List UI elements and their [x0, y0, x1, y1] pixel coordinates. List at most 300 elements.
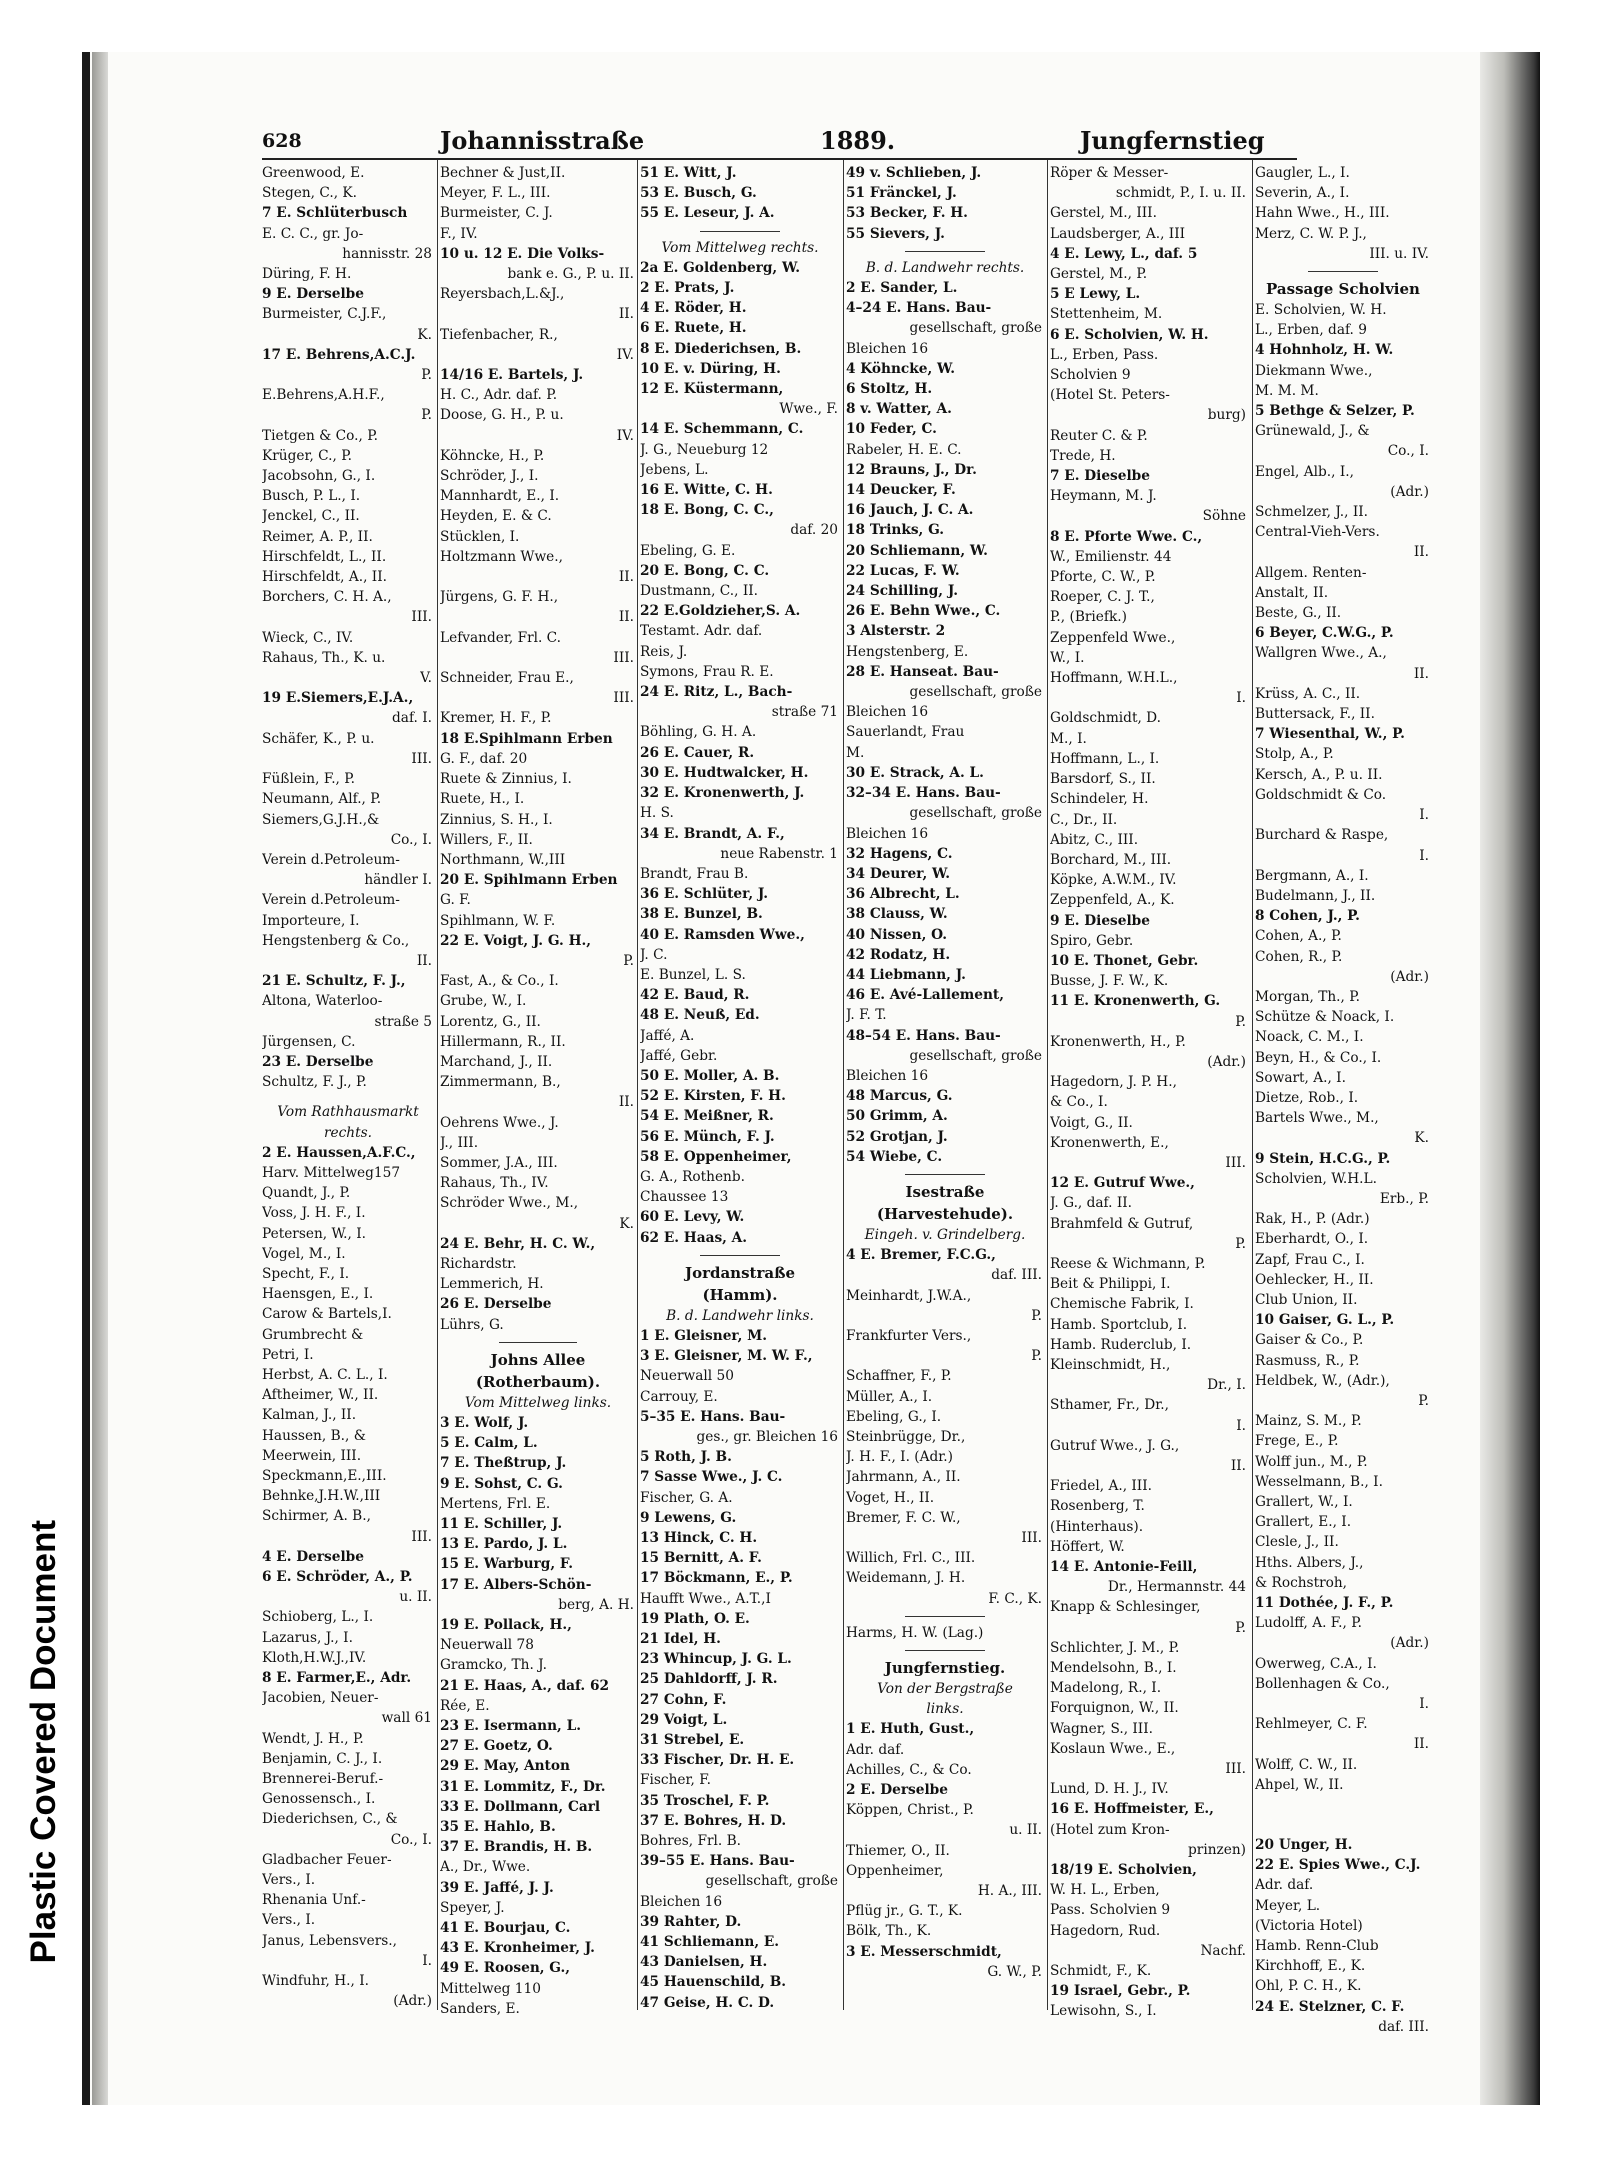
- directory-entry: Köppen, Christ., P.: [846, 1802, 974, 1819]
- entry-continuation: (Adr.): [393, 1993, 432, 2010]
- directory-entry: Füßlein, F., P.: [262, 771, 356, 788]
- directory-entry: Krüss, A. C., II.: [1255, 685, 1361, 702]
- directory-entry: J. C.: [640, 946, 668, 963]
- entry-continuation: (Adr.): [1390, 483, 1429, 500]
- directory-entry: Cohen, R., P.: [1255, 948, 1343, 965]
- directory-entry: Zinnius, S. H., I.: [440, 811, 553, 828]
- directory-entry: Hirschfeldt, A., II.: [262, 569, 387, 586]
- directory-column-6: [1255, 163, 1431, 2037]
- directory-entry: 55 Sievers, J.: [846, 225, 945, 242]
- entry-continuation: neue Rabenstr. 1: [720, 845, 838, 862]
- page-number: 628: [262, 130, 302, 152]
- directory-entry: Noack, C. M., I.: [1255, 1029, 1364, 1046]
- directory-entry: Rak, H., P. (Adr.): [1255, 1211, 1370, 1228]
- section-divider: [846, 1643, 1044, 1657]
- directory-entry: 39–55 E. Hans. Bau-: [640, 1853, 795, 1870]
- directory-entry: Schröder, J., I.: [440, 468, 539, 485]
- directory-entry: Voget, H., II.: [846, 1489, 935, 1506]
- directory-entry: Meyer, L.: [1255, 1897, 1321, 1914]
- directory-entry: Spihlmann, W. F.: [440, 912, 556, 929]
- directory-entry: 48 Marcus, G.: [846, 1088, 953, 1105]
- directory-entry: Ludolff, A. F., P.: [1255, 1615, 1363, 1632]
- direction-note: rechts.: [324, 1124, 372, 1141]
- directory-entry: Jahrmann, A., II.: [846, 1469, 961, 1486]
- directory-entry: Fischer, G. A.: [640, 1489, 733, 1506]
- directory-entry: & Rochstroh,: [1255, 1574, 1348, 1591]
- directory-entry: Achilles, C., & Co.: [846, 1761, 972, 1778]
- directory-entry: Müller, A., I.: [846, 1388, 933, 1405]
- directory-entry: E. C. C., gr. Jo-: [262, 225, 364, 242]
- entry-continuation: Wwe., F.: [779, 401, 838, 418]
- directory-entry: Vogel, M., I.: [262, 1245, 346, 1262]
- directory-entry: 19 Israel, Gebr., P.: [1050, 1983, 1191, 2000]
- directory-entry: Reyersbach,L.&J.,: [440, 286, 565, 303]
- directory-entry: Wieck, C., IV.: [262, 629, 354, 646]
- directory-entry: G. F.: [440, 892, 471, 909]
- directory-entry: 35 Troschel, F. P.: [640, 1792, 770, 1809]
- directory-entry: Barsdorf, S., II.: [1050, 771, 1156, 788]
- directory-entry: Central-Vieh-Vers.: [1255, 524, 1380, 541]
- directory-entry: Schirmer, A. B.,: [262, 1508, 371, 1525]
- direction-note: Vom Rathhausmarkt: [277, 1104, 419, 1121]
- directory-entry: Mannhardt, E., I.: [440, 488, 560, 505]
- directory-entry: 31 Strebel, E.: [640, 1732, 745, 1749]
- directory-entry: Rahaus, Th., IV.: [440, 1175, 549, 1192]
- directory-entry: C., Dr., II.: [1050, 811, 1118, 828]
- directory-entry: Eberhardt, O., I.: [1255, 1231, 1369, 1248]
- directory-entry: Zeppenfeld Wwe.,: [1050, 629, 1176, 646]
- directory-entry: 33 E. Dollmann, Carl: [440, 1798, 601, 1815]
- directory-entry: Friedel, A., III.: [1050, 1478, 1152, 1495]
- directory-entry: Adr. daf.: [1255, 1877, 1314, 1894]
- directory-entry: Sommer, J.A., III.: [440, 1154, 558, 1171]
- directory-entry: Thiemer, O., II.: [846, 1842, 950, 1859]
- directory-entry: Vers., I.: [262, 1872, 316, 1889]
- directory-entry: Lewisohn, S., I.: [1050, 2003, 1157, 2020]
- directory-entry: Doose, G. H., P. u.: [440, 407, 564, 424]
- directory-entry: 32 Hagens, C.: [846, 845, 953, 862]
- directory-entry: W., Emilienstr. 44: [1050, 548, 1172, 565]
- directory-entry: J. G., Neueburg 12: [640, 441, 769, 458]
- directory-entry: (Victoria Hotel): [1255, 1917, 1363, 1934]
- directory-entry: Wolff jun., M., P.: [1255, 1453, 1368, 1470]
- directory-entry: Busch, P. L., I.: [262, 488, 361, 505]
- directory-entry: 8 E. Farmer,E., Adr.: [262, 1670, 412, 1687]
- direction-note: B. d. Landwehr rechts.: [865, 259, 1025, 276]
- directory-entry: 9 E. Dieselbe: [1050, 912, 1150, 929]
- entry-continuation: händler I.: [364, 872, 432, 889]
- entry-continuation: II.: [1413, 1736, 1429, 1753]
- directory-entry: Merz, C. W. P. J.,: [1255, 225, 1367, 242]
- direction-note: B. d. Landwehr links.: [666, 1307, 814, 1324]
- directory-entry: Schütze & Noack, I.: [1255, 1009, 1395, 1026]
- directory-entry: 15 E. Warburg, F.: [440, 1556, 573, 1573]
- directory-entry: Speyer, J.: [440, 1899, 505, 1916]
- directory-entry: Janus, Lebensvers.,: [262, 1932, 397, 1949]
- directory-entry: 39 E. Jaffé, J. J.: [440, 1879, 554, 1896]
- directory-entry: Zeppenfeld, A., K.: [1050, 892, 1175, 909]
- directory-entry: 1 E. Huth, Gust.,: [846, 1721, 975, 1738]
- directory-entry: 37 E. Brandis, H. B.: [440, 1839, 593, 1856]
- entry-continuation: P.: [1235, 1013, 1246, 1030]
- entry-continuation: II.: [416, 952, 432, 969]
- directory-entry: Mittelweg 110: [440, 1980, 541, 1997]
- directory-entry: Hagedorn, J. P. H.,: [1050, 1074, 1177, 1091]
- directory-entry: Jacobien, Neuer-: [262, 1690, 379, 1707]
- directory-entry: Bleichen 16: [640, 1893, 723, 1910]
- directory-entry: Schmelzer, J., II.: [1255, 504, 1369, 521]
- directory-entry: E. Bunzel, L. S.: [640, 966, 746, 983]
- directory-entry: Stücklen, I.: [440, 528, 520, 545]
- directory-entry: 3 E. Gleisner, M. W. F.,: [640, 1348, 813, 1365]
- directory-entry: Schindeler, H.: [1050, 791, 1149, 808]
- directory-entry: Gerstel, M., P.: [1050, 266, 1148, 283]
- directory-entry: Bleichen 16: [846, 340, 929, 357]
- directory-entry: 22 E.Goldzieher,S. A.: [640, 603, 801, 620]
- directory-entry: Roeper, C. J. T.,: [1050, 589, 1155, 606]
- directory-entry: 35 E. Hahlo, B.: [440, 1819, 556, 1836]
- directory-entry: Steinbrügge, Dr.,: [846, 1428, 966, 1445]
- directory-entry: Severin, A., I.: [1255, 185, 1350, 202]
- directory-entry: Verein d.Petroleum-: [262, 892, 400, 909]
- entry-continuation: II.: [618, 609, 634, 626]
- directory-entry: 23 E. Derselbe: [262, 1053, 374, 1070]
- directory-entry: 21 E. Haas, A., daf. 62: [440, 1677, 610, 1694]
- directory-entry: 42 E. Baud, R.: [640, 987, 750, 1004]
- directory-entry: Bergmann, A., I.: [1255, 867, 1369, 884]
- section-divider: [440, 1335, 636, 1349]
- directory-entry: 18/19 E. Scholvien,: [1050, 1862, 1197, 1879]
- entry-continuation: bank e. G., P. u. II.: [507, 266, 634, 283]
- directory-entry: Ebeling, G., I.: [846, 1408, 942, 1425]
- directory-entry: Oehrens Wwe., J.: [440, 1114, 559, 1131]
- directory-entry: Kalman, J., II.: [262, 1407, 357, 1424]
- directory-entry: Beit & Philippi, I.: [1050, 1276, 1171, 1293]
- directory-entry: 28 E. Hanseat. Bau-: [846, 663, 999, 680]
- directory-entry: 50 Grimm, A.: [846, 1108, 948, 1125]
- directory-entry: 43 Danielsen, H.: [640, 1954, 768, 1971]
- directory-entry: Rehlmeyer, C. F.: [1255, 1716, 1368, 1733]
- directory-entry: Vers., I.: [262, 1912, 316, 1929]
- directory-entry: & Co., I.: [1050, 1094, 1108, 1111]
- directory-entry: Meerwein, III.: [262, 1447, 362, 1464]
- directory-entry: M. M. M.: [1255, 382, 1319, 399]
- directory-entry: 49 E. Roosen, G.,: [440, 1960, 571, 1977]
- left-running-title: Johannisstraße: [440, 126, 645, 155]
- directory-entry: 12 E. Küstermann,: [640, 381, 784, 398]
- street-heading: Passage Scholvien: [1266, 280, 1420, 299]
- entry-continuation: burg): [1207, 407, 1246, 424]
- directory-entry: 17 Böckmann, E., P.: [640, 1570, 793, 1587]
- entry-continuation: P.: [421, 407, 432, 424]
- directory-entry: Mertens, Frl. E.: [440, 1495, 551, 1512]
- directory-entry: 56 E. Münch, F. J.: [640, 1128, 775, 1145]
- directory-entry: 58 E. Oppenheimer,: [640, 1148, 792, 1165]
- directory-entry: Dietze, Rob., I.: [1255, 1089, 1359, 1106]
- directory-entry: Dustmann, C., II.: [640, 583, 758, 600]
- directory-entry: Burmeister, C. J.: [440, 205, 553, 222]
- entry-continuation: Dr., Hermannstr. 44: [1107, 1579, 1246, 1596]
- directory-entry: Fast, A., & Co., I.: [440, 973, 559, 990]
- directory-entry: Pforte, C. W., P.: [1050, 569, 1156, 586]
- directory-entry: Köhncke, H., P.: [440, 447, 545, 464]
- directory-entry: 5 Roth, J. B.: [640, 1449, 732, 1466]
- directory-entry: Carrouy, E.: [640, 1388, 718, 1405]
- side-label: [6, 1520, 86, 1964]
- directory-entry: Lührs, G.: [440, 1316, 504, 1333]
- directory-entry: 7 Wiesenthal, W., P.: [1255, 726, 1405, 743]
- directory-entry: 17 E. Behrens,A.C.J.: [262, 346, 416, 363]
- directory-entry: Schmidt, F., K.: [1050, 1963, 1152, 1980]
- entry-continuation: III.: [411, 609, 432, 626]
- directory-entry: Borchard, M., III.: [1050, 851, 1172, 868]
- directory-entry: Club Union, II.: [1255, 1291, 1358, 1308]
- directory-column-5: [1050, 163, 1248, 2022]
- street-heading: (Harvestehude).: [876, 1204, 1014, 1223]
- directory-entry: Stegen, C., K.: [262, 185, 357, 202]
- directory-entry: Beyn, H., & Co., I.: [1255, 1049, 1382, 1066]
- entry-continuation: IV.: [616, 427, 634, 444]
- directory-entry: Harms, H. W. (Lag.): [846, 1624, 984, 1641]
- directory-entry: Wesselmann, B., I.: [1255, 1473, 1383, 1490]
- directory-entry: 5 E Lewy, L.: [1050, 286, 1141, 303]
- directory-entry: 26 E. Cauer, R.: [640, 744, 755, 761]
- directory-entry: Bleichen 16: [846, 1067, 929, 1084]
- directory-entry: 30 E. Strack, A. L.: [846, 764, 984, 781]
- directory-entry: Jebens, L.: [640, 461, 709, 478]
- directory-entry: Hamb. Sportclub, I.: [1050, 1316, 1188, 1333]
- directory-entry: 11 E. Schiller, J.: [440, 1516, 563, 1532]
- entry-continuation: hannisstr. 28: [342, 245, 432, 262]
- direction-note: Vom Mittelweg rechts.: [661, 239, 819, 256]
- directory-entry: 20 Unger, H.: [1255, 1837, 1353, 1854]
- directory-entry: Kronenwerth, E.,: [1050, 1134, 1169, 1151]
- directory-entry: 36 Albrecht, L.: [846, 886, 960, 903]
- entry-continuation: I.: [422, 1952, 432, 1969]
- directory-column-4: [846, 163, 1044, 1982]
- directory-entry: Madelong, R., I.: [1050, 1680, 1162, 1697]
- directory-entry: 22 Lucas, F. W.: [846, 562, 960, 579]
- right-running-title: Jungfernstieg: [1080, 126, 1265, 155]
- directory-entry: Bleichen 16: [846, 825, 929, 842]
- directory-entry: 23 Whincup, J. G. L.: [640, 1651, 792, 1668]
- directory-entry: 44 Liebmann, J.: [846, 966, 966, 983]
- directory-entry: Jaffé, A.: [640, 1027, 695, 1044]
- entry-continuation: straße 5: [374, 1013, 432, 1030]
- entry-continuation: (Adr.): [1390, 968, 1429, 985]
- directory-entry: Kersch, A., P. u. II.: [1255, 766, 1383, 783]
- directory-entry: 41 E. Bourjau, C.: [440, 1920, 571, 1937]
- directory-entry: 8 E. Pforte Wwe. C.,: [1050, 528, 1203, 545]
- column-rule: [1252, 160, 1253, 2010]
- directory-entry: 53 Becker, F. H.: [846, 205, 968, 222]
- directory-entry: Scholvien, W.H.L.: [1255, 1170, 1377, 1187]
- directory-entry: J. G., daf. II.: [1050, 1195, 1132, 1212]
- directory-entry: A., Dr., Wwe.: [440, 1859, 531, 1876]
- directory-entry: 4 Köhncke, W.: [846, 360, 955, 377]
- directory-entry: 2 E. Sander, L.: [846, 280, 958, 297]
- entry-continuation: III.: [613, 649, 634, 666]
- entry-continuation: gesellschaft, große: [909, 320, 1042, 337]
- directory-entry: Hillermann, R., II.: [440, 1033, 566, 1050]
- directory-entry: 53 E. Busch, G.: [640, 185, 757, 202]
- entry-continuation: Co., I.: [1387, 443, 1429, 460]
- entry-continuation: F. C., K.: [988, 1590, 1042, 1607]
- directory-entry: Fischer, F.: [640, 1772, 711, 1789]
- directory-entry: Kleinschmidt, H.,: [1050, 1356, 1171, 1373]
- directory-entry: 2 E. Prats, J.: [640, 280, 735, 297]
- directory-entry: W., I.: [1050, 649, 1085, 666]
- directory-entry: 48 E. Neuß, Ed.: [640, 1007, 760, 1024]
- directory-entry: Grallert, W., I.: [1255, 1494, 1353, 1510]
- directory-entry: Bölk, Th., K.: [846, 1923, 932, 1940]
- directory-entry: 13 E. Pardo, J. L.: [440, 1536, 568, 1553]
- directory-entry: 8 Cohen, J., P.: [1255, 908, 1360, 925]
- directory-entry: Grünewald, J., &: [1255, 423, 1370, 440]
- entry-continuation: u. II.: [399, 1589, 432, 1606]
- directory-entry: Jacobsohn, G., I.: [262, 468, 376, 485]
- directory-entry: Grumbrecht &: [262, 1326, 364, 1343]
- directory-entry: 1 E. Gleisner, M.: [640, 1327, 768, 1344]
- directory-entry: Verein d.Petroleum-: [262, 851, 400, 868]
- directory-entry: 2 E. Derselbe: [846, 1782, 948, 1799]
- section-divider: [846, 1167, 1044, 1181]
- directory-entry: 24 E. Stelzner, C. F.: [1255, 1998, 1405, 2015]
- entry-continuation: daf. III.: [991, 1267, 1042, 1284]
- directory-entry: Carow & Bartels,I.: [262, 1306, 392, 1323]
- entry-continuation: P.: [623, 952, 634, 969]
- directory-entry: Röper & Messer-: [1050, 165, 1169, 181]
- directory-entry: Lazarus, J., I.: [262, 1629, 353, 1646]
- directory-entry: 9 Lewens, G.: [640, 1509, 737, 1526]
- directory-entry: Burchard & Raspe,: [1255, 827, 1389, 844]
- directory-entry: Schäfer, K., P. u.: [262, 730, 375, 747]
- directory-entry: Neuerwall 78: [440, 1637, 534, 1654]
- directory-entry: 11 Dothée, J. F., P.: [1255, 1595, 1394, 1612]
- directory-entry: Windfuhr, H., I.: [262, 1973, 369, 1990]
- directory-entry: 52 Grotjan, J.: [846, 1128, 948, 1145]
- directory-entry: Heyden, E. & C.: [440, 508, 552, 525]
- directory-entry: Rabeler, H. E. C.: [846, 441, 962, 458]
- directory-entry: Tietgen & Co., P.: [262, 427, 378, 444]
- entry-continuation: Co., I.: [390, 1831, 432, 1848]
- directory-entry: J., III.: [440, 1134, 479, 1151]
- blank-line: [1255, 1805, 1431, 1815]
- entry-continuation: II.: [1230, 1458, 1246, 1474]
- directory-entry: Neumann, Alf., P.: [262, 791, 382, 808]
- directory-entry: Busse, J. F. W., K.: [1050, 973, 1169, 990]
- column-rule: [843, 160, 844, 2010]
- entry-continuation: G. W., P.: [987, 1963, 1042, 1980]
- directory-entry: Speckmann,E.,III.: [262, 1468, 387, 1484]
- directory-entry: Chemische Fabrik, I.: [1050, 1296, 1194, 1313]
- blank-line: [1255, 1825, 1431, 1835]
- directory-entry: Ahpel, W., II.: [1255, 1776, 1344, 1793]
- directory-entry: Petri, I.: [262, 1346, 314, 1363]
- directory-entry: Goldschmidt & Co.: [1255, 786, 1387, 803]
- blank-line: [1255, 1815, 1431, 1825]
- entry-continuation: P.: [1235, 1619, 1246, 1636]
- directory-entry: Meyer, F. L., III.: [440, 185, 551, 202]
- directory-entry: 8 v. Watter, A.: [846, 401, 952, 418]
- directory-entry: Adr. daf.: [846, 1741, 905, 1758]
- directory-entry: Kloth,H.W.J.,IV.: [262, 1649, 367, 1666]
- entry-continuation: wall 61: [381, 1710, 432, 1727]
- directory-entry: Knapp & Schlesinger,: [1050, 1599, 1201, 1616]
- directory-entry: Buttersack, F., II.: [1255, 706, 1375, 723]
- directory-entry: Grallert, E., I.: [1255, 1514, 1352, 1531]
- entry-continuation: Söhne: [1202, 508, 1246, 525]
- directory-entry: Richardstr.: [440, 1255, 517, 1272]
- directory-entry: Schlichter, J. M., P.: [1050, 1639, 1180, 1656]
- entry-continuation: P.: [421, 367, 432, 384]
- entry-continuation: II.: [618, 569, 634, 586]
- entry-continuation: P.: [1031, 1348, 1042, 1365]
- directory-entry: 43 E. Kronheimer, J.: [440, 1940, 595, 1957]
- directory-entry: Schioberg, L., I.: [262, 1609, 374, 1626]
- directory-entry: Scholvien 9: [1050, 367, 1131, 384]
- directory-entry: Krüger, C., P.: [262, 447, 353, 464]
- directory-entry: Wendt, J. H., P.: [262, 1730, 364, 1747]
- directory-entry: M., I.: [1050, 730, 1087, 747]
- section-divider: [846, 1609, 1044, 1623]
- entry-continuation: III.: [1225, 1154, 1246, 1171]
- entry-continuation: prinzen): [1188, 1841, 1246, 1858]
- directory-entry: H. C., Adr. daf. P.: [440, 387, 558, 404]
- directory-entry: Abitz, C., III.: [1050, 831, 1139, 848]
- directory-entry: Düring, F. H.: [262, 266, 352, 283]
- directory-entry: Hagedorn, Rud.: [1050, 1922, 1161, 1939]
- directory-entry: Wallgren Wwe., A.,: [1255, 645, 1387, 662]
- directory-entry: G. F., daf. 20: [440, 750, 528, 767]
- directory-entry: 10 Feder, C.: [846, 421, 937, 438]
- directory-entry: Sauerlandt, Frau: [846, 724, 965, 741]
- directory-entry: 21 E. Schultz, F. J.,: [262, 973, 406, 990]
- entry-continuation: straße 71: [771, 704, 838, 721]
- directory-entry: Genossensch., I.: [262, 1791, 376, 1808]
- directory-entry: Brahmfeld & Gutruf,: [1050, 1215, 1194, 1232]
- directory-entry: M.: [846, 744, 865, 761]
- entry-continuation: daf. I.: [392, 710, 432, 727]
- directory-entry: Cohen, A., P.: [1255, 928, 1342, 945]
- directory-entry: Specht, F., I.: [262, 1265, 350, 1282]
- directory-entry: Rhenania Unf.-: [262, 1892, 366, 1909]
- directory-entry: Hahn Wwe., H., III.: [1255, 205, 1390, 222]
- entry-continuation: II.: [1413, 544, 1429, 561]
- directory-entry: 41 Schliemann, E.: [640, 1934, 780, 1951]
- directory-entry: L., Erben, daf. 9: [1255, 322, 1367, 339]
- directory-entry: Reimer, A. P., II.: [262, 528, 373, 545]
- entry-continuation: II.: [618, 306, 634, 323]
- directory-entry: Symons, Frau R. E.: [640, 663, 774, 680]
- street-heading: Johns Allee: [490, 1350, 586, 1369]
- entry-continuation: gesellschaft, große: [909, 1047, 1042, 1064]
- directory-entry: 11 E. Kronenwerth, G.: [1050, 993, 1221, 1010]
- entry-continuation: I.: [1236, 690, 1246, 707]
- directory-entry: 49 v. Schlieben, J.: [846, 165, 982, 181]
- entry-continuation: Co., I.: [390, 831, 432, 848]
- directory-entry: 51 E. Witt, J.: [640, 165, 737, 181]
- directory-entry: 19 Plath, O. E.: [640, 1610, 750, 1627]
- entry-continuation: (Adr.): [1207, 1053, 1246, 1070]
- entry-continuation: I.: [1419, 847, 1429, 864]
- entry-continuation: P.: [1235, 1235, 1246, 1252]
- entry-continuation: III.: [1225, 1761, 1246, 1778]
- directory-entry: Bleichen 16: [846, 704, 929, 721]
- directory-entry: Budelmann, J., II.: [1255, 887, 1376, 904]
- directory-entry: Owerweg, C.A., I.: [1255, 1655, 1377, 1672]
- directory-entry: E. Scholvien, W. H.: [1255, 302, 1387, 319]
